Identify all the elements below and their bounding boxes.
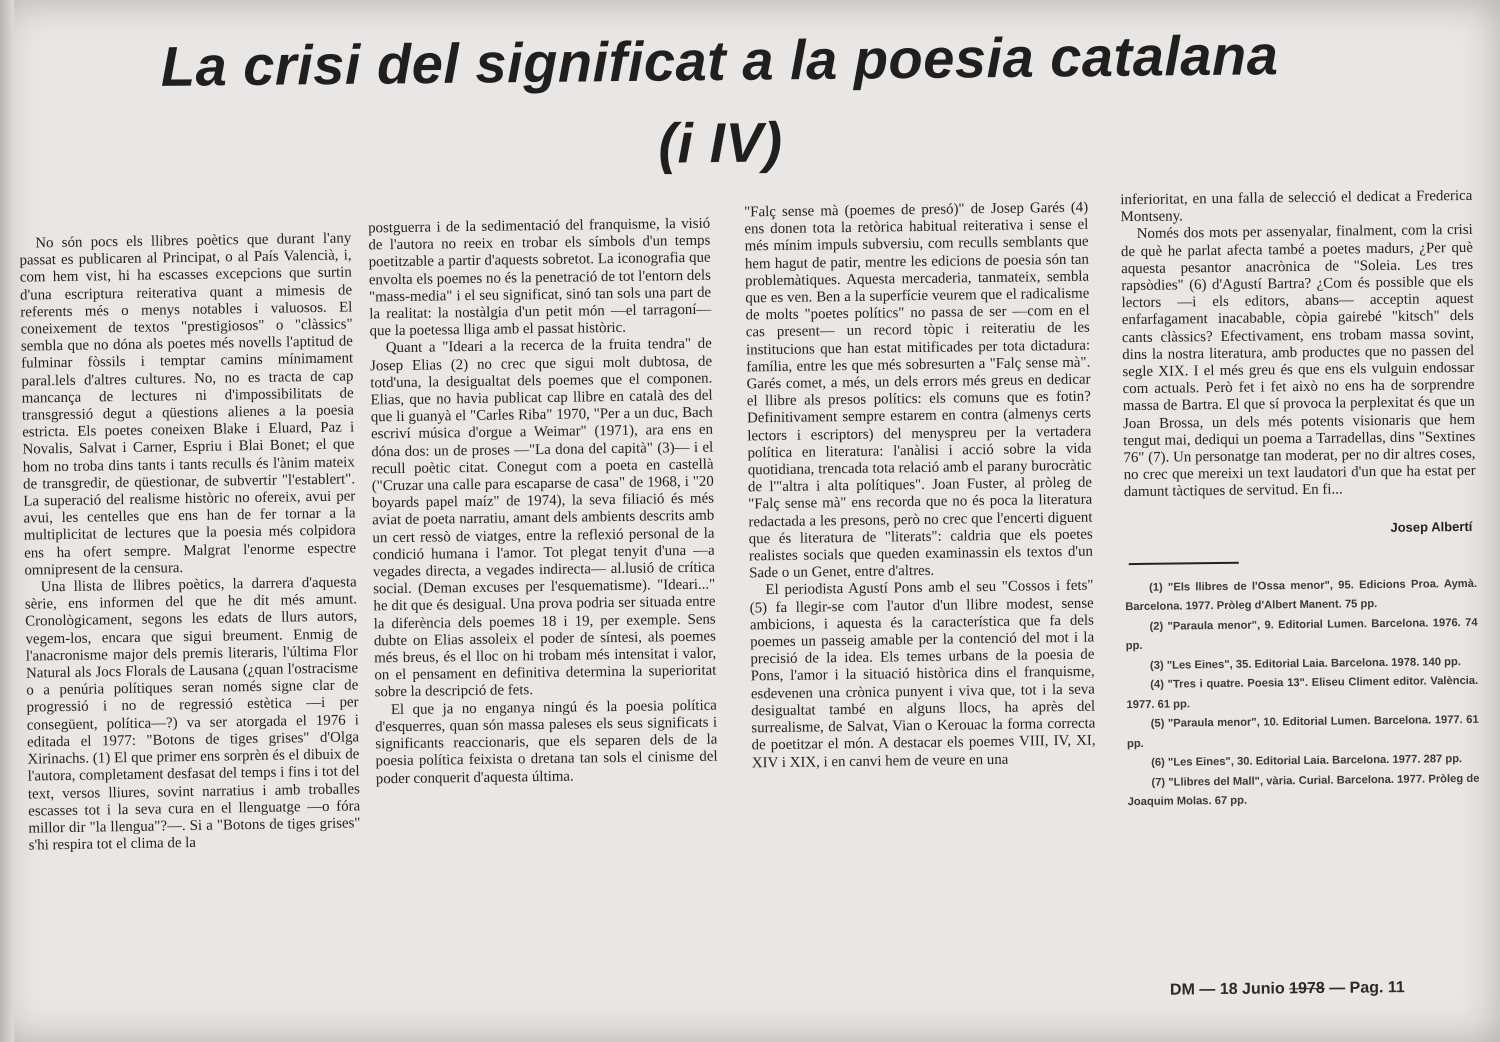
footnote: (5) "Paraula menor", 10. Editorial Lumen. Barcelona. 1977. 61 pp. <box>1126 714 1479 750</box>
page-footer <box>1170 978 1470 999</box>
footnotes <box>1125 575 1480 813</box>
footer-year: 1978 <box>1289 979 1325 998</box>
notes-divider <box>1129 562 1239 565</box>
footnote: (3) "Les Eines", 35. Editorial Laia. Barcelona. 1978. 140 pp. <box>1149 655 1461 672</box>
article-column-2 <box>368 216 718 788</box>
footnote: (2) "Paraula menor", 9. Editorial Lumen. Barcelona. 1976. 74 pp. <box>1125 616 1478 653</box>
paragraph: postguerra i de la sedimentació del franquisme, la visió de l'autora no reeix en trobar els símbols d'un temps poetitzable a partir d'aquests sobretot. La iconografia que envolta els poemes no és la penetració de tot l'entorn dels "mass-media" i el seu significat, sinó tan sols una part de la realitat: la nostàlgia d'un petit món —el tarragoní— que la poetessa lliga amb el passat històric. <box>368 215 712 340</box>
footer-date: DM — 18 Junio <box>1169 980 1290 999</box>
article-column-1 <box>19 230 361 854</box>
author-signature: Josep Albertí <box>1390 518 1473 535</box>
paragraph: El periodista Agustí Pons amb el seu "Cossos i fets" (5) fa llegir-se com l'autor d'un llibre modest, sense ambicions, i aquesta és la característica que fa dels poemes un passeig amable per la contenció del mot i la precisió de la idea. Els temes urbans de la poesia de Pons, l'amor i la situació històrica dins el franquisme, esdevenen una crònica punyent i viva que, tot i la seva desigualtat també en alguns llocs, ha après del surrealisme, de Salvat, Vian o Kerouac la forma correcta de poetitzar el món. A destacar els poemes VIII, IV, XI, XIV i XIX, i en canvi hem de veure en una <box>749 578 1096 771</box>
paragraph: No són pocs els llibres poètics que durant l'any passat es publicaren al Principat, o al País Valencià, i, com hem vist, hi ha escasses excepcions que surtin d'una escriptura reiterativa quant a mimesis de referents més o menys notables i valuosos. El coneixement de textos "prestigiosos" o "clàssics" sembla que no dóna als poetes més novells l'aptitud de fulminar fòssils i temptar camins mínimament paral.lels d'altres cultures. No, no es tracta de cap mancança de lectures ni d'impossibilitats de transgressió degut a qüestions alienes a la poesia estricta. Els poetes coneixen Blake i Eluard, Paz i Novalis, Salvat i Carner, Espriu i Blai Bonet; el que hom no troba dins tants i tants reculls és l'ànim mateix de transgredir, de qüestionar, de subvertir "l'establert". La superació del realisme històric no ofereix, avui per avui, les centelles que ens han de fer tornar a la multiplicitat de lectures que la poesia més colpidora ens ha ofert sempre. Malgrat l'enorme espectre omnipresent de la censura. <box>19 230 357 579</box>
footnote: (4) "Tres i quatre. Poesia 13". Eliseu Climent editor. València. 1977. 61 pp. <box>1126 675 1479 711</box>
paragraph: Només dos mots per assenyalar, finalment, com la crisi de què he parlat afecta també a poetes madurs, ¿Per què aquesta pesantor anacrònica de "Soleia. Les tres rapsòdies" (6) d'Agustí Bartra? ¿Com és possible que els lectors —i els editors, abans— acceptin aquest enfarfagament inacabable, còpia gairebé "kitsch" dels cants clàssics? Efectivament, ens trobam massa sovint, dins la nostra literatura, amb productes que no passen del segle XIX. I el més greu és que ens els vulguin endossar com actuals. Però fet i fet això no ens ha de sorprendre massa de Bartra. El que sí provoca la perplexitat és que un Joan Brossa, un dels més potents visionaris que hem tengut mai, dediqui un poema a Tarradellas, dins "Sextines 76" (7). Un personatge tan moderat, per no dir altres coses, no crec que mereixi un text laudatori d'un que ha estat per damunt tàctiques de servitud. En fi... <box>1120 222 1476 501</box>
paragraph: El que ja no enganya ningú és la poesia política d'esquerres, quan són massa paleses els seus significats i significants reaccionaris, que els separen dels de la poesia política feixista o dretana tan sols el cinisme del poder conquerit d'aquesta última. <box>375 697 718 787</box>
article-column-3 <box>744 200 1096 772</box>
paragraph: Quant a "Ideari a la recerca de la fruita tendra" de Josep Elias (2) no crec que sigui molt dubtosa, de totd'una, la desigualtat dels poemes que el componen. Elias, que no havia publicat cap llibre en català des del que li guanyà el "Carles Riba" 1970, "Per a un duc, Bach escriví música d'orgue a Weimar" (1971), ara ens en dóna dos: un de proses —"La dona del capità" (3)— i el recull poètic citat. Conegut com a poeta en castellà ("Cruzar una calle para escaparse de casa" de 1968, i "20 boyards papel maíz" de 1974), la seva filiació és més aviat de poeta narratiu, amant dels ambients descrits amb un cert ressò de viatges, entre la reflexió personal de la condició humana i l'amor. Tot plegat tenyit d'una —a vegades directa, a vegades indirecta— al.lusió de crítica social. (Deman excuses per l'esquematisme). "Ideari..." he dit que és desigual. Una prova podria ser situada entre la diferència dels poemes 18 i 19, per exemple. Sens dubte on Elias assoleix el poder de síntesi, als poemes més breus, és el lloc on hi trobam més intensitat i valor, on el pensament en definitiva determina la superioritat sobre la descripció de fets. <box>369 336 717 701</box>
paragraph: Una llista de llibres poètics, la darrera d'aquesta sèrie, ens informen del que he dit més amunt. Cronològicament, segons les edats de llurs autors, vegem-los, encara que sigui breument. Enmig de l'anacronisme major dels premis literaris, l'última Flor Natural als Jocs Florals de Lausana (¿quan l'ostracisme o a penúria polítiques seran només signe clar de progressió i no de regressió estètica —i per consegüent, política—?) va ser atorgada el 1976 i editada el 1977: "Botons de tiges grises" d'Olga Xirinachs. (1) El que primer ens sorprèn és el dibuix de l'autora, completament desfasat del temps i fins i tot del text, versos lliures, sovint narratius i amb troballes escasses tot i la seva cura en el llenguatge —o fóra millor dir "la llengua"?—. Si a "Botons de tiges grises" s'hi respira tot el clima de la <box>24 574 361 854</box>
page-edge <box>0 0 14 1042</box>
article-column-4 <box>1120 188 1480 813</box>
footer-page: — Pag. 11 <box>1324 979 1405 997</box>
footnote: (7) "Llibres del Mall", vària. Curial. Barcelona. 1977. Pròleg de Joaquim Molas. 67 pp. <box>1127 772 1480 809</box>
footnote: (1) "Els llibres de l'Ossa menor", 95. Edicions Proa. Aymà. Barcelona. 1977. Pròleg d'Albert Manent. 75 pp. <box>1125 577 1478 614</box>
footnote: (6) "Les Eines", 30. Editorial Laia. Barcelona. 1977. 287 pp. <box>1151 753 1463 770</box>
paragraph: "Falç sense mà (poemes de presó)" de Josep Garés (4) ens donen tota la retòrica habitual reiterativa i sense el més mínim impuls subversiu, com reculls semblants que hem hagut de patir, mentre les edicions de poesia són tan problemàtiques. Aquesta mercaderia, tanmateix, sembla que es ven. Ben a la superfície veurem que el radicalisme de molts "poetes polítics" no passa de ser —com en el cas present— un record tòpic i reiteratiu de les institucions que han estat mitificades per tota dictadura: família, entre les que més sobresurten a "Falç sense mà". Garés comet, a més, un dels errors més greus en dedicar el llibre als presos polítics: els comuns que es fotin? Definitivament sempre estarem en contra (almenys certs lectors i escriptors) del menyspreu per la vertadera política en literatura: l'anàlisi i acció sobre la vida quotidiana, trencada tota relació amb el parany burocràtic de l'"altra i alta polítiques". Joan Fuster, al pròleg de "Falç sense mà" ens recorda que no és poca la literatura redactada a les presons, però no crec que l'encerti diguent que és literatura de "literats": caldria que els poetes realistes socials que queden examinassin els textos d'un Sade o un Genet, entre d'altres. <box>744 199 1094 582</box>
paragraph: inferioritat, en una falla de selecció el dedicat a Frederica Montseny. <box>1120 187 1473 226</box>
article-title: La crisi del significat a la poesia catalana (i IV) <box>160 23 1279 175</box>
